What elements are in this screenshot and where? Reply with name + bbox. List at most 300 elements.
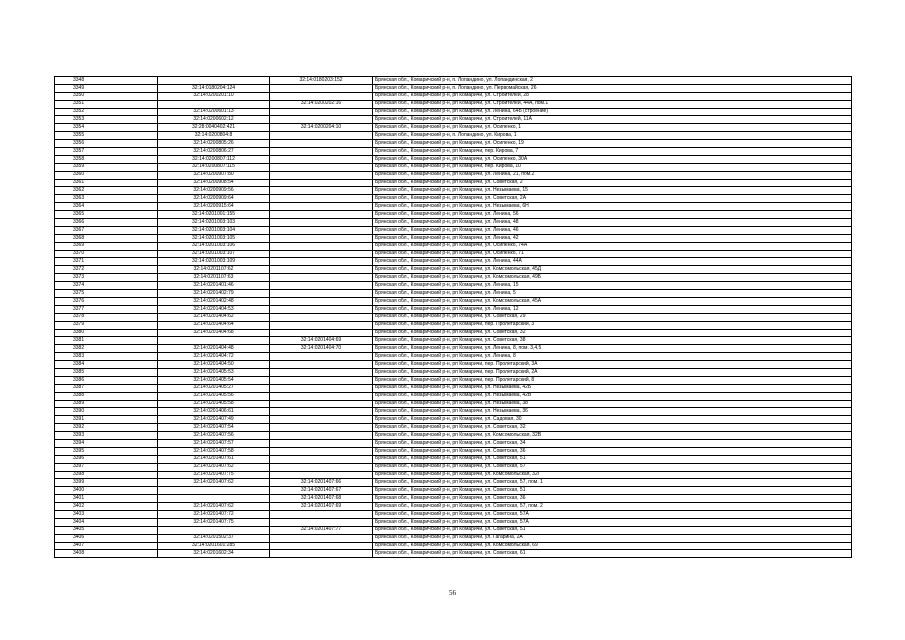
cadastral-number-cell: 32:14:0200201:10 bbox=[158, 92, 270, 100]
table-row bbox=[55, 305, 852, 313]
cadastral-number-cell: 32:14:0201502:37 bbox=[158, 534, 270, 542]
row-number-cell: 3402 bbox=[55, 503, 158, 511]
address-cell: Брянская обл., Комаричский р-н, п. Лопандино, ул. Первомайская, 26 bbox=[373, 84, 852, 92]
table-row bbox=[55, 368, 852, 376]
cadastral-number-2-cell bbox=[270, 84, 373, 92]
cadastral-number-cell: 32:14:0201407:72 bbox=[158, 510, 270, 518]
cadastral-number-2-cell bbox=[270, 258, 373, 266]
table-row bbox=[55, 353, 852, 361]
row-number-cell: 3406 bbox=[55, 534, 158, 542]
address-cell: Брянская обл., Комаричский р-н, рп Комаричи, ул. Ленина, 21, пом.2 bbox=[373, 171, 852, 179]
row-number-cell: 3375 bbox=[55, 290, 158, 298]
address-cell: Брянская обл., Комаричский р-н, рп Комаричи, ул. Ленина, 5 bbox=[373, 290, 852, 298]
address-cell: Брянская обл., Комаричский р-н, рп Комаричи, ул. Осипенко, 71 bbox=[373, 250, 852, 258]
cadastral-number-cell: 32:14:0201407:54 bbox=[158, 424, 270, 432]
row-number-cell: 3405 bbox=[55, 526, 158, 534]
table-row bbox=[55, 282, 852, 290]
table-row bbox=[55, 250, 852, 258]
table-row bbox=[55, 187, 852, 195]
row-number-cell: 3408 bbox=[55, 550, 158, 558]
address-cell: Брянская обл., Комаричский р-н, рп Комаричи, ул. Советская, 51 bbox=[373, 487, 852, 495]
address-cell: Брянская обл., Комаричский р-н, рп Комаричи, ул. Ленина, 42 bbox=[373, 234, 852, 242]
cadastral-number-cell: 32:14:0201405:54 bbox=[158, 376, 270, 384]
row-number-cell: 3358 bbox=[55, 155, 158, 163]
table-row bbox=[55, 242, 852, 250]
property-table bbox=[54, 76, 852, 558]
table-row bbox=[55, 313, 852, 321]
table-row bbox=[55, 329, 852, 337]
cadastral-number-cell: 32:14:0180204:124 bbox=[158, 84, 270, 92]
cadastral-number-2-cell: 32:14:0201407:77 bbox=[270, 526, 373, 534]
row-number-cell: 3394 bbox=[55, 439, 158, 447]
row-number-cell: 3379 bbox=[55, 321, 158, 329]
address-cell: Брянская обл., Комаричский р-н, рп Комаричи, ул. Незымаева, 36 bbox=[373, 408, 852, 416]
cadastral-number-cell bbox=[158, 487, 270, 495]
table-row bbox=[55, 219, 852, 227]
table-row bbox=[55, 195, 852, 203]
address-cell: Брянская обл., Комаричский р-н, рп Комаричи, пер. Пролетарский, 2А bbox=[373, 368, 852, 376]
cadastral-number-2-cell bbox=[270, 447, 373, 455]
table-row bbox=[55, 526, 852, 534]
row-number-cell: 3376 bbox=[55, 297, 158, 305]
cadastral-number-2-cell bbox=[270, 408, 373, 416]
cadastral-number-2-cell bbox=[270, 274, 373, 282]
cadastral-number-cell: 32:14:0200807:112 bbox=[158, 155, 270, 163]
row-number-cell: 3403 bbox=[55, 510, 158, 518]
row-number-cell: 3354 bbox=[55, 124, 158, 132]
row-number-cell: 3372 bbox=[55, 266, 158, 274]
cadastral-number-cell: 32:14:0201404:62 bbox=[158, 313, 270, 321]
cadastral-number-cell: 32:14:0201407:62 bbox=[158, 463, 270, 471]
address-cell: Брянская обл., Комаричский р-н, рп Комаричи, ул. Ленина, 56 bbox=[373, 211, 852, 219]
table-row bbox=[55, 258, 852, 266]
table-row bbox=[55, 234, 852, 242]
table-row bbox=[55, 211, 852, 219]
table-row bbox=[55, 550, 852, 558]
row-number-cell: 3397 bbox=[55, 463, 158, 471]
cadastral-number-2-cell bbox=[270, 155, 373, 163]
row-number-cell: 3359 bbox=[55, 163, 158, 171]
cadastral-number-cell: 32:14:0200909:56 bbox=[158, 187, 270, 195]
row-number-cell: 3381 bbox=[55, 337, 158, 345]
cadastral-number-cell: 32:14:0201404:48 bbox=[158, 345, 270, 353]
cadastral-number-2-cell bbox=[270, 219, 373, 227]
cadastral-number-cell: 32:14:0201107:62 bbox=[158, 266, 270, 274]
cadastral-number-2-cell bbox=[270, 297, 373, 305]
row-number-cell: 3404 bbox=[55, 518, 158, 526]
table-row bbox=[55, 503, 852, 511]
cadastral-number-2-cell bbox=[270, 132, 373, 140]
row-number-cell: 3399 bbox=[55, 479, 158, 487]
cadastral-number-2-cell bbox=[270, 463, 373, 471]
cadastral-number-cell: 32:14:0201107:63 bbox=[158, 274, 270, 282]
row-number-cell: 3393 bbox=[55, 432, 158, 440]
cadastral-number-2-cell: 32:14:0201404:70 bbox=[270, 345, 373, 353]
row-number-cell: 3407 bbox=[55, 542, 158, 550]
address-cell: Брянская обл., Комаричский р-н, рп Комаричи, ул. Ленина, 8 bbox=[373, 353, 852, 361]
address-cell: Брянская обл., Комаричский р-н, рп Комаричи, ул. Ленина, 64Б (строение) bbox=[373, 108, 852, 116]
row-number-cell: 3382 bbox=[55, 345, 158, 353]
row-number-cell: 3390 bbox=[55, 408, 158, 416]
table-row bbox=[55, 140, 852, 148]
address-cell: Брянская обл., Комаричский р-н, рп Комаричи, ул. Ленина, 44А bbox=[373, 258, 852, 266]
table-row bbox=[55, 148, 852, 156]
cadastral-number-2-cell bbox=[270, 116, 373, 124]
table-row bbox=[55, 124, 852, 132]
cadastral-number-2-cell bbox=[270, 313, 373, 321]
table-row bbox=[55, 361, 852, 369]
row-number-cell: 3384 bbox=[55, 361, 158, 369]
cadastral-number-cell: 32:14:0201407:62 bbox=[158, 503, 270, 511]
row-number-cell: 3380 bbox=[55, 329, 158, 337]
cadastral-number-2-cell bbox=[270, 203, 373, 211]
row-number-cell: 3401 bbox=[55, 495, 158, 503]
table-row bbox=[55, 321, 852, 329]
address-cell: Брянская обл., Комаричский р-н, рп Комаричи, ул. Комсомольская, 45А bbox=[373, 297, 852, 305]
row-number-cell: 3351 bbox=[55, 100, 158, 108]
cadastral-number-2-cell bbox=[270, 187, 373, 195]
table-row bbox=[55, 77, 852, 85]
table-row bbox=[55, 534, 852, 542]
row-number-cell: 3400 bbox=[55, 487, 158, 495]
address-cell: Брянская обл., Комаричский р-н, рп Комаричи, ул. Ленина, 8, пом. 3,4,5 bbox=[373, 345, 852, 353]
address-cell: Брянская обл., Комаричский р-н, рп Комаричи, ул. Незымаева, 42В bbox=[373, 392, 852, 400]
cadastral-number-cell: 32:14:0201404:53 bbox=[158, 305, 270, 313]
address-cell: Брянская обл., Комаричский р-н, рп Комаричи, ул. Советская, 38 bbox=[373, 337, 852, 345]
cadastral-number-2-cell bbox=[270, 195, 373, 203]
cadastral-number-2-cell bbox=[270, 211, 373, 219]
row-number-cell: 3369 bbox=[55, 242, 158, 250]
address-cell: Брянская обл., Комаричский р-н, рп Комаричи, ул. Незымаева, 38 bbox=[373, 400, 852, 408]
cadastral-number-2-cell: 32:14:0201404:69 bbox=[270, 337, 373, 345]
cadastral-number-2-cell bbox=[270, 432, 373, 440]
table-row bbox=[55, 408, 852, 416]
cadastral-number-2-cell bbox=[270, 329, 373, 337]
address-cell: Брянская обл., Комаричский р-н, рп Комаричи, ул. Советская, 36 bbox=[373, 447, 852, 455]
cadastral-number-2-cell bbox=[270, 250, 373, 258]
cadastral-number-cell: 32:14:0201404:64 bbox=[158, 321, 270, 329]
row-number-cell: 3367 bbox=[55, 226, 158, 234]
cadastral-number-cell: 32:14:0201602:34 bbox=[158, 550, 270, 558]
table-row bbox=[55, 274, 852, 282]
table-row bbox=[55, 432, 852, 440]
table-row bbox=[55, 226, 852, 234]
address-cell: Брянская обл., Комаричский р-н, п. Лопандино, ул. Лопандинская, 2 bbox=[373, 77, 852, 85]
row-number-cell: 3361 bbox=[55, 179, 158, 187]
address-cell: Брянская обл., Комаричский р-н, рп Комаричи, ул. Осипенко, 1 bbox=[373, 124, 852, 132]
row-number-cell: 3387 bbox=[55, 384, 158, 392]
cadastral-number-2-cell bbox=[270, 384, 373, 392]
address-cell: Брянская обл., Комаричский р-н, рп Комаричи, ул. Незымаева, 6Н bbox=[373, 203, 852, 211]
row-number-cell: 3348 bbox=[55, 77, 158, 85]
table-row bbox=[55, 392, 852, 400]
cadastral-number-2-cell bbox=[270, 361, 373, 369]
table-row bbox=[55, 510, 852, 518]
cadastral-number-cell: 32:14:0201405:53 bbox=[158, 368, 270, 376]
cadastral-number-cell: 32:14:0200807:115 bbox=[158, 163, 270, 171]
address-cell: Брянская обл., Комаричский р-н, рп Комаричи, ул. Ленина, 12 bbox=[373, 305, 852, 313]
address-cell: Брянская обл., Комаричский р-н, рп Комаричи, ул. Комсомольская, 69 bbox=[373, 542, 852, 550]
cadastral-number-2-cell bbox=[270, 353, 373, 361]
page-number: 56 bbox=[449, 589, 456, 597]
address-cell: Брянская обл., Комаричский р-н, рп Комаричи, ул. Строителей, 44А, пом.1 bbox=[373, 100, 852, 108]
cadastral-number-cell: 32:14:0201407:75 bbox=[158, 518, 270, 526]
table-row bbox=[55, 416, 852, 424]
cadastral-number-2-cell bbox=[270, 226, 373, 234]
cadastral-number-cell: 32:14:0201001:155 bbox=[158, 211, 270, 219]
cadastral-number-2-cell bbox=[270, 140, 373, 148]
address-cell: Брянская обл., Комаричский р-н, рп Комаричи, пер. Пролетарский, 3А bbox=[373, 361, 852, 369]
address-cell: Брянская обл., Комаричский р-н, рп Комаричи, ул. Советская, 57 bbox=[373, 463, 852, 471]
cadastral-number-2-cell bbox=[270, 534, 373, 542]
cadastral-number-2-cell: 32:14:0201407:69 bbox=[270, 503, 373, 511]
cadastral-number-2-cell bbox=[270, 266, 373, 274]
address-cell: Брянская обл., Комаричский р-н, рп Комаричи, ул. Комсомольская, 45Д bbox=[373, 266, 852, 274]
cadastral-number-cell: 32:14:0200601:13 bbox=[158, 108, 270, 116]
address-cell: Брянская обл., Комаричский р-н, рп Комаричи, ул. Советская, 51 bbox=[373, 526, 852, 534]
cadastral-number-2-cell bbox=[270, 416, 373, 424]
cadastral-number-2-cell bbox=[270, 424, 373, 432]
row-number-cell: 3365 bbox=[55, 211, 158, 219]
cadastral-number-2-cell bbox=[270, 234, 373, 242]
cadastral-number-2-cell: 32:14:0201407:67 bbox=[270, 487, 373, 495]
cadastral-number-cell: 32:14:0201003:104 bbox=[158, 226, 270, 234]
cadastral-number-cell: 32:14:0201003:107 bbox=[158, 250, 270, 258]
row-number-cell: 3374 bbox=[55, 282, 158, 290]
address-cell: Брянская обл., Комаричский р-н, рп Комаричи, ул. Советская, 36 bbox=[373, 495, 852, 503]
cadastral-number-2-cell bbox=[270, 282, 373, 290]
row-number-cell: 3388 bbox=[55, 392, 158, 400]
row-number-cell: 3391 bbox=[55, 416, 158, 424]
row-number-cell: 3392 bbox=[55, 424, 158, 432]
row-number-cell: 3356 bbox=[55, 140, 158, 148]
table-row bbox=[55, 132, 852, 140]
row-number-cell: 3383 bbox=[55, 353, 158, 361]
cadastral-number-cell: 32:14:0201003:109 bbox=[158, 258, 270, 266]
address-cell: Брянская обл., Комаричский р-н, рп Комаричи, ул. Незымаева, 42Б bbox=[373, 384, 852, 392]
cadastral-number-2-cell: 32:14:0180203:152 bbox=[270, 77, 373, 85]
address-cell: Брянская обл., Комаричский р-н, рп Комаричи, ул. Осипенко, 30А bbox=[373, 155, 852, 163]
table-row bbox=[55, 400, 852, 408]
row-number-cell: 3360 bbox=[55, 171, 158, 179]
cadastral-number-2-cell bbox=[270, 542, 373, 550]
cadastral-number-cell: 32:14:0201405:56 bbox=[158, 392, 270, 400]
address-cell: Брянская обл., Комаричский р-н, рп Комаричи, ул. Советская, 57, пом. 2 bbox=[373, 503, 852, 511]
address-cell: Брянская обл., Комаричский р-н, рп Комаричи, ул. Строителей, 11А bbox=[373, 116, 852, 124]
address-cell: Брянская обл., Комаричский р-н, рп Комаричи, ул. Советская, 34 bbox=[373, 439, 852, 447]
address-cell: Брянская обл., Комаричский р-н, рп Комаричи, ул. Осипенко, 74А bbox=[373, 242, 852, 250]
address-cell: Брянская обл., Комаричский р-н, рп Комаричи, ул. Советская, 51 bbox=[373, 455, 852, 463]
address-cell: Брянская обл., Комаричский р-н, рп Комаричи, пер. Кирова, 10 bbox=[373, 163, 852, 171]
cadastral-number-cell: 32:14:0201407:49 bbox=[158, 416, 270, 424]
table-row bbox=[55, 487, 852, 495]
cadastral-number-2-cell bbox=[270, 171, 373, 179]
table-row bbox=[55, 337, 852, 345]
table-row bbox=[55, 297, 852, 305]
address-cell: Брянская обл., Комаричский р-н, рп Комаричи, ул. Комсомольская, 32В bbox=[373, 432, 852, 440]
table-row bbox=[55, 155, 852, 163]
address-cell: Брянская обл., Комаричский р-н, рп Комаричи, ул. Советская, 61 bbox=[373, 550, 852, 558]
cadastral-number-2-cell bbox=[270, 400, 373, 408]
cadastral-number-cell: 32:14:0200915:64 bbox=[158, 203, 270, 211]
property-table-body bbox=[55, 77, 852, 558]
cadastral-number-cell: 32:14:0200909:64 bbox=[158, 195, 270, 203]
cadastral-number-cell: 32:14:0200806:27 bbox=[158, 148, 270, 156]
cadastral-number-cell: 32:14:0201405:58 bbox=[158, 400, 270, 408]
address-cell: Брянская обл., Комаричский р-н, рп Комаричи, ул. Ленина, 46 bbox=[373, 226, 852, 234]
cadastral-number-2-cell bbox=[270, 518, 373, 526]
cadastral-number-2-cell: 32:14:0201407:68 bbox=[270, 495, 373, 503]
row-number-cell: 3357 bbox=[55, 148, 158, 156]
cadastral-number-cell: 32:28:0040402:421 bbox=[158, 124, 270, 132]
cadastral-number-cell: 32:14:0200908:54 bbox=[158, 179, 270, 187]
table-row bbox=[55, 108, 852, 116]
cadastral-number-cell: 32:14:0201003:105 bbox=[158, 234, 270, 242]
cadastral-number-2-cell: 32:14:0201407:66 bbox=[270, 479, 373, 487]
cadastral-number-cell: 32:14:0201402:48 bbox=[158, 297, 270, 305]
cadastral-number-cell: 32:14:0201405:27 bbox=[158, 384, 270, 392]
cadastral-number-cell: 32:14:0200804:8 bbox=[158, 132, 270, 140]
cadastral-number-cell: 32:14:0201404:72 bbox=[158, 353, 270, 361]
row-number-cell: 3371 bbox=[55, 258, 158, 266]
row-number-cell: 3349 bbox=[55, 84, 158, 92]
cadastral-number-2-cell bbox=[270, 471, 373, 479]
table-row bbox=[55, 116, 852, 124]
cadastral-number-2-cell bbox=[270, 148, 373, 156]
table-row bbox=[55, 100, 852, 108]
row-number-cell: 3370 bbox=[55, 250, 158, 258]
table-row bbox=[55, 345, 852, 353]
cadastral-number-2-cell bbox=[270, 368, 373, 376]
address-cell: Брянская обл., Комаричский р-н, рп Комаричи, ул. Советская, 32 bbox=[373, 424, 852, 432]
address-cell: Брянская обл., Комаричский р-н, рп Комаричи, ул. Строителей, 28 bbox=[373, 92, 852, 100]
table-row bbox=[55, 384, 852, 392]
table-row bbox=[55, 471, 852, 479]
row-number-cell: 3385 bbox=[55, 368, 158, 376]
cadastral-number-cell: 32:14:0201407:75 bbox=[158, 471, 270, 479]
cadastral-number-cell: 32:14:0201407:56 bbox=[158, 432, 270, 440]
cadastral-number-cell: 32:14:0201407:57 bbox=[158, 439, 270, 447]
address-cell: Брянская обл., Комаричский р-н, рп Комаричи, ул. Ленина, 48 bbox=[373, 219, 852, 227]
table-row bbox=[55, 84, 852, 92]
row-number-cell: 3362 bbox=[55, 187, 158, 195]
cadastral-number-cell: 32:14:0201407:62 bbox=[158, 479, 270, 487]
address-cell: Брянская обл., Комаричский р-н, рп Комаричи, ул. Советская, 57А bbox=[373, 518, 852, 526]
row-number-cell: 3378 bbox=[55, 313, 158, 321]
cadastral-number-2-cell: 32:14:0200202:16 bbox=[270, 100, 373, 108]
cadastral-number-2-cell bbox=[270, 321, 373, 329]
address-cell: Брянская обл., Комаричский р-н, рп Комаричи, ул. Советская, 57, пом. 1 bbox=[373, 479, 852, 487]
cadastral-number-2-cell bbox=[270, 550, 373, 558]
table-row bbox=[55, 203, 852, 211]
row-number-cell: 3352 bbox=[55, 108, 158, 116]
address-cell: Брянская обл., Комаричский р-н, рп Комаричи, ул. Советская, 2 bbox=[373, 179, 852, 187]
cadastral-number-2-cell bbox=[270, 455, 373, 463]
cadastral-number-cell bbox=[158, 526, 270, 534]
cadastral-number-cell: 32:14:0201407:61 bbox=[158, 455, 270, 463]
row-number-cell: 3386 bbox=[55, 376, 158, 384]
cadastral-number-2-cell bbox=[270, 242, 373, 250]
cadastral-number-cell: 32:14:0200907:80 bbox=[158, 171, 270, 179]
row-number-cell: 3353 bbox=[55, 116, 158, 124]
cadastral-number-cell: 32:14:0201003:103 bbox=[158, 219, 270, 227]
address-cell: Брянская обл., Комаричский р-н, рп Комаричи, ул. Советская, 2А bbox=[373, 195, 852, 203]
cadastral-number-cell bbox=[158, 337, 270, 345]
table-row bbox=[55, 479, 852, 487]
cadastral-number-2-cell bbox=[270, 510, 373, 518]
row-number-cell: 3373 bbox=[55, 274, 158, 282]
table-row bbox=[55, 439, 852, 447]
table-row bbox=[55, 179, 852, 187]
table-row bbox=[55, 495, 852, 503]
cadastral-number-cell bbox=[158, 495, 270, 503]
cadastral-number-2-cell bbox=[270, 179, 373, 187]
table-row bbox=[55, 290, 852, 298]
cadastral-number-2-cell bbox=[270, 439, 373, 447]
row-number-cell: 3377 bbox=[55, 305, 158, 313]
table-row bbox=[55, 266, 852, 274]
cadastral-number-cell: 32:14:0201404:68 bbox=[158, 329, 270, 337]
cadastral-number-2-cell bbox=[270, 392, 373, 400]
table-row bbox=[55, 447, 852, 455]
cadastral-number-cell: 32:14:0200602:12 bbox=[158, 116, 270, 124]
table-row bbox=[55, 518, 852, 526]
address-cell: Брянская обл., Комаричский р-н, рп Комаричи, ул. Незымаева, 15 bbox=[373, 187, 852, 195]
cadastral-number-2-cell bbox=[270, 290, 373, 298]
row-number-cell: 3364 bbox=[55, 203, 158, 211]
cadastral-number-2-cell bbox=[270, 108, 373, 116]
table-row bbox=[55, 92, 852, 100]
cadastral-number-cell: 32:14:0201003:106 bbox=[158, 242, 270, 250]
table-row bbox=[55, 376, 852, 384]
row-number-cell: 3398 bbox=[55, 471, 158, 479]
address-cell: Брянская обл., Комаричский р-н, рп Комаричи, ул. Садовая, 30 bbox=[373, 416, 852, 424]
table-row bbox=[55, 542, 852, 550]
address-cell: Брянская обл., Комаричский р-н, рп Комаричи, ул. Советская, 57А bbox=[373, 510, 852, 518]
address-cell: Брянская обл., Комаричский р-н, рп Комаричи, пер. Пролетарский, 8 bbox=[373, 376, 852, 384]
address-cell: Брянская обл., Комаричский р-н, рп Комаричи, ул. Советская, 29 bbox=[373, 313, 852, 321]
address-cell: Брянская обл., Комаричский р-н, рп Комаричи, ул. Советская, 32 bbox=[373, 329, 852, 337]
cadastral-number-cell: 32:14:0201407:58 bbox=[158, 447, 270, 455]
cadastral-number-cell: 32:14:0200805:26 bbox=[158, 140, 270, 148]
address-cell: Брянская обл., Комаричский р-н, п. Лопандино, ул. Кирова, 1 bbox=[373, 132, 852, 140]
cadastral-number-cell: 32:14:0201401:46 bbox=[158, 282, 270, 290]
address-cell: Брянская обл., Комаричский р-н, рп Комаричи, ул. Комсомольская, 49Б bbox=[373, 274, 852, 282]
cadastral-number-2-cell: 32:14:0200204:10 bbox=[270, 124, 373, 132]
cadastral-number-2-cell bbox=[270, 92, 373, 100]
table-row bbox=[55, 463, 852, 471]
table-row bbox=[55, 163, 852, 171]
address-cell: Брянская обл., Комаричский р-н, рп Комаричи, пер. Пролетарский, 3 bbox=[373, 321, 852, 329]
address-cell: Брянская обл., Комаричский р-н, рп Комаричи, ул. Гагарина, 2А bbox=[373, 534, 852, 542]
cadastral-number-cell: 32:14:0201402:79 bbox=[158, 290, 270, 298]
cadastral-number-cell: 32:14:0201601:285 bbox=[158, 542, 270, 550]
cadastral-number-2-cell bbox=[270, 376, 373, 384]
row-number-cell: 3368 bbox=[55, 234, 158, 242]
cadastral-number-cell: 32:14:0201404:50 bbox=[158, 361, 270, 369]
row-number-cell: 3355 bbox=[55, 132, 158, 140]
address-cell: Брянская обл., Комаричский р-н, рп Комаричи, ул. Осипенко, 19 bbox=[373, 140, 852, 148]
address-cell: Брянская обл., Комаричский р-н, рп Комаричи, ул. Ленина, 15 bbox=[373, 282, 852, 290]
address-cell: Брянская обл., Комаричский р-н, рп Комаричи, ул. Комсомольская, 32Г bbox=[373, 471, 852, 479]
cadastral-number-2-cell bbox=[270, 305, 373, 313]
address-cell: Брянская обл., Комаричский р-н, рп Комаричи, пер. Кирова, 7 bbox=[373, 148, 852, 156]
row-number-cell: 3389 bbox=[55, 400, 158, 408]
table-row bbox=[55, 171, 852, 179]
cadastral-number-cell bbox=[158, 100, 270, 108]
row-number-cell: 3350 bbox=[55, 92, 158, 100]
cadastral-number-cell: 32:14:0201406:61 bbox=[158, 408, 270, 416]
